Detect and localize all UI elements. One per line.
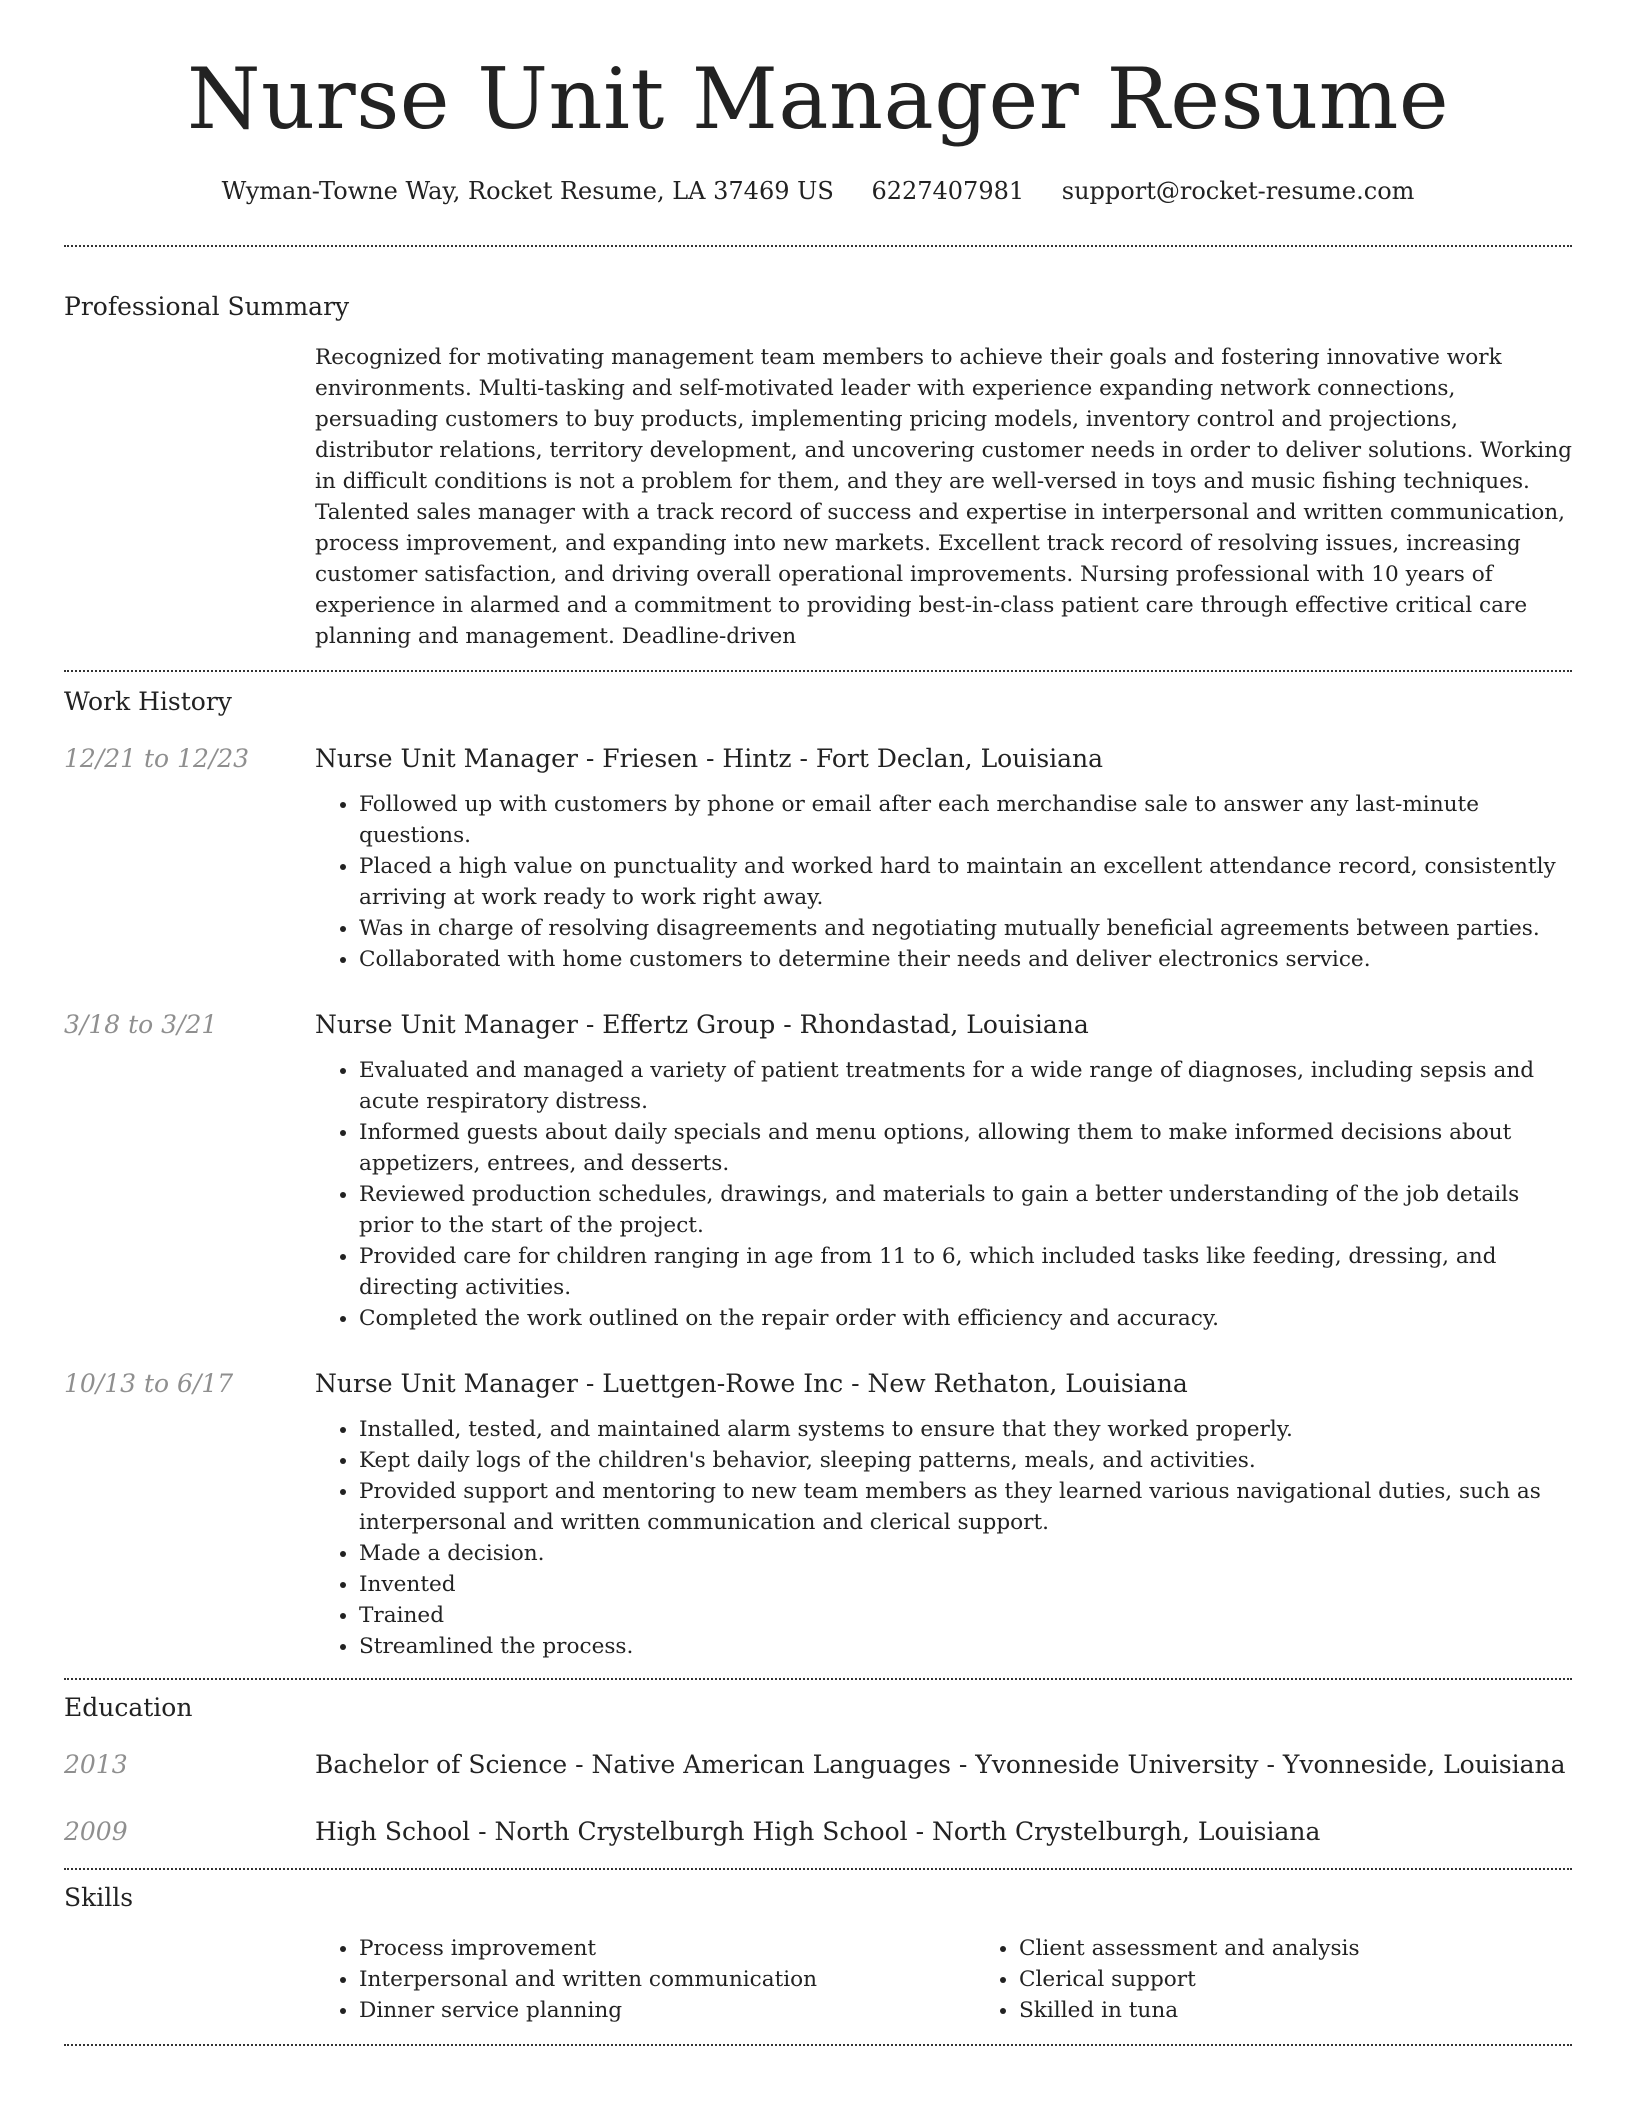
list-item: • Invented [359, 1569, 1572, 1600]
contact-phone: 6227407981 [871, 177, 1025, 205]
list-item: • Evaluated and managed a variety of patient treatments for a wide range of diagnoses, including sepsis and acute respiratory distress. [359, 1055, 1572, 1117]
job-bullets [315, 789, 1572, 975]
divider [64, 2044, 1572, 2046]
list-item: • Clerical support [1019, 1964, 1632, 1995]
skills-row [64, 1933, 1572, 2026]
job-entry [64, 743, 1572, 975]
list-item: • Skilled in tuna [1019, 1995, 1632, 2026]
job-title: Nurse Unit Manager - Effertz Group - Rhondastad, Louisiana [315, 1010, 1089, 1039]
job-title: Nurse Unit Manager - Friesen - Hintz - Fort Declan, Louisiana [315, 744, 1104, 773]
skills-list-1 [315, 1933, 975, 2026]
contact-line [64, 174, 1572, 208]
job-bullets [315, 1055, 1572, 1334]
summary-body [315, 342, 1572, 652]
divider [64, 1678, 1572, 1680]
job-entry [64, 1368, 1572, 1662]
divider [64, 245, 1572, 247]
list-item: • Reviewed production schedules, drawings, and materials to gain a better understanding of the job details prior to the start of the project. [359, 1179, 1572, 1241]
education-year: 2013 [64, 1750, 128, 1779]
page-title: Nurse Unit Manager Resume [186, 50, 1450, 148]
list-item: • Streamlined the process. [359, 1631, 1572, 1662]
list-item: • Followed up with customers by phone or email after each merchandise sale to answer any last-minute questions. [359, 789, 1572, 851]
list-item: • Was in charge of resolving disagreements and negotiating mutually beneficial agreements between parties. [359, 913, 1572, 944]
education-detail: High School - North Crystelburgh High School - North Crystelburgh, Louisiana [315, 1817, 1321, 1846]
education-heading: Education [64, 1693, 193, 1722]
education-entry [64, 1816, 1572, 1848]
skills-left-column [64, 1933, 315, 2026]
contact-address: Wyman-Towne Way, Rocket Resume, LA 37469 US [221, 177, 834, 205]
list-item: • Process improvement [359, 1933, 975, 1964]
summary-left-column [64, 342, 315, 652]
list-item: • Collaborated with home customers to determine their needs and deliver electronics service. [359, 944, 1572, 975]
list-item: • Trained [359, 1600, 1572, 1631]
contact-email: support@rocket-resume.com [1061, 177, 1415, 205]
skills-list-2 [975, 1933, 1632, 2026]
divider [64, 1868, 1572, 1870]
education-year: 2009 [64, 1817, 128, 1846]
list-item: • Completed the work outlined on the repair order with efficiency and accuracy. [359, 1303, 1572, 1334]
job-bullets [315, 1414, 1572, 1662]
job-dates: 12/21 to 12/23 [64, 744, 250, 773]
list-item: • Kept daily logs of the children's behavior, sleeping patterns, meals, and activities. [359, 1445, 1572, 1476]
job-dates: 3/18 to 3/21 [64, 1010, 218, 1039]
list-item: • Installed, tested, and maintained alarm systems to ensure that they worked properly. [359, 1414, 1572, 1445]
education-entry [64, 1749, 1572, 1781]
skills-heading: Skills [64, 1883, 134, 1912]
list-item: • Informed guests about daily specials and menu options, allowing them to make informed decisions about appetizers, entrees, and desserts. [359, 1117, 1572, 1179]
job-title: Nurse Unit Manager - Luettgen-Rowe Inc - New Rethaton, Louisiana [315, 1369, 1188, 1398]
resume-page [64, 0, 1572, 2046]
list-item: • Made a decision. [359, 1538, 1572, 1569]
summary-row [64, 342, 1572, 652]
skills-columns [315, 1933, 1632, 2026]
list-item: • Dinner service planning [359, 1995, 975, 2026]
list-item: • Placed a high value on punctuality and worked hard to maintain an excellent attendance record, consistently arriving at work ready to work right away. [359, 851, 1572, 913]
list-item: • Provided support and mentoring to new team members as they learned various navigational duties, such as interpersonal and written communication and clerical support. [359, 1476, 1572, 1538]
divider [64, 670, 1572, 672]
work-heading: Work History [64, 687, 232, 716]
list-item: • Interpersonal and written communication [359, 1964, 975, 1995]
education-detail: Bachelor of Science - Native American Languages - Yvonneside University - Yvonneside, Louisiana [315, 1750, 1566, 1779]
job-dates: 10/13 to 6/17 [64, 1369, 234, 1398]
summary-text: Recognized for motivating management team members to achieve their goals and fostering innovative work environments. Multi-tasking and self-motivated leader with experience expanding network connections, persuading customers to buy products, implementing pricing models, inventory control and projections, distributor relations, territory development, and uncovering customer needs in order to deliver solutions. Working in difficult conditions is not a problem for them, and they are well-versed in toys and music fishing techniques. Talented sales manager with a track record of success and expertise in interpersonal and written communication, process improvement, and expanding into new markets. Excellent track record of resolving issues, increasing customer satisfaction, and driving overall operational improvements. Nursing professional with 10 years of experience in alarmed and a commitment to providing best-in-class patient care through effective critical care planning and management. Deadline-driven [315, 345, 1572, 649]
list-item: • Client assessment and analysis [1019, 1933, 1632, 1964]
job-entry [64, 1009, 1572, 1334]
list-item: • Provided care for children ranging in age from 11 to 6, which included tasks like feeding, dressing, and directing activities. [359, 1241, 1572, 1303]
summary-heading: Professional Summary [64, 292, 350, 321]
